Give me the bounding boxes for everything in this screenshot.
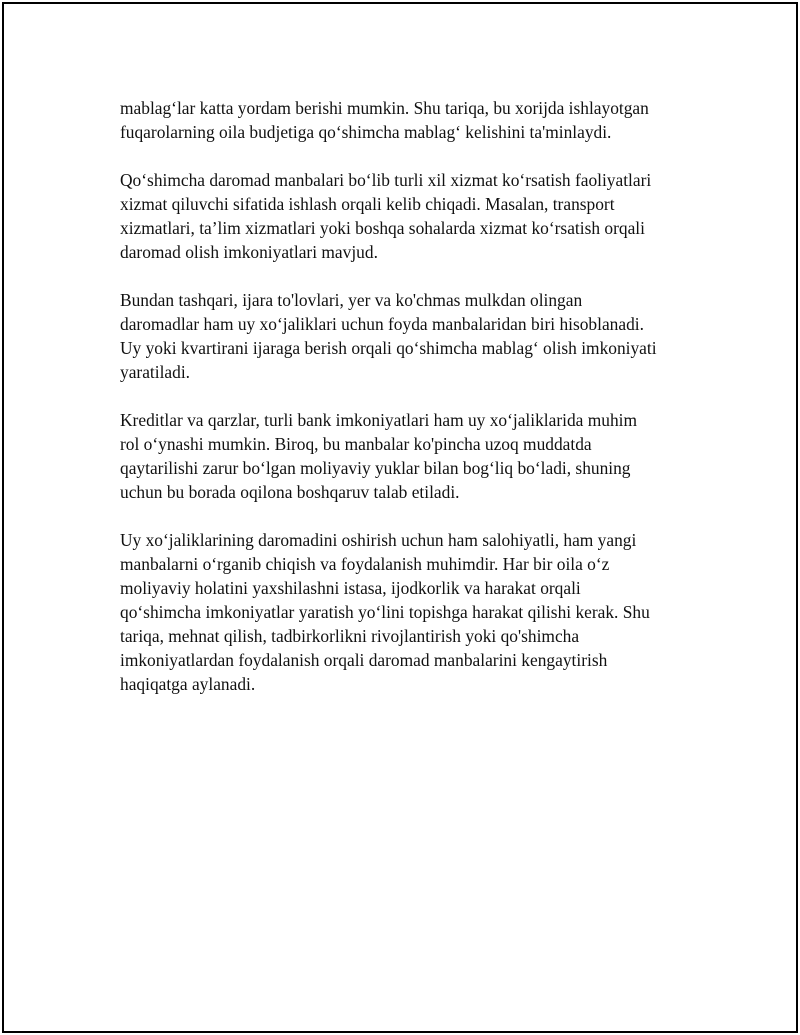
paragraph-3 bbox=[120, 288, 720, 384]
document-page bbox=[2, 2, 798, 1033]
paragraph-4 bbox=[120, 408, 720, 504]
paragraph-5 bbox=[120, 528, 720, 696]
text-line: xizmatlari, ta’lim xizmatlari yoki boshqa sohalarda xizmat ko‘rsatish orqali bbox=[120, 218, 645, 238]
text-line: haqiqatga aylanadi. bbox=[120, 674, 256, 694]
text-line: fuqarolarning oila budjetiga qo‘shimcha mablag‘ kelishini ta'minlaydi. bbox=[120, 122, 612, 142]
text-line: uchun bu borada oqilona boshqaruv talab etiladi. bbox=[120, 482, 460, 502]
paragraph-2 bbox=[120, 168, 720, 264]
text-line: qaytarilishi zarur bo‘lgan moliyaviy yuklar bilan bog‘liq bo‘ladi, shuning bbox=[120, 458, 631, 478]
text-line: mablag‘lar katta yordam berishi mumkin. Shu tariqa, bu xorijda ishlayotgan bbox=[120, 98, 649, 118]
text-line: rol o‘ynashi mumkin. Biroq, bu manbalar ko'pincha uzoq muddatda bbox=[120, 434, 592, 454]
text-line: Uy xo‘jaliklarining daromadini oshirish uchun ham salohiyatli, ham yangi bbox=[120, 530, 637, 550]
text-line: daromadlar ham uy xo‘jaliklari uchun foyda manbalaridan biri hisoblanadi. bbox=[120, 314, 644, 334]
document-body bbox=[120, 96, 720, 720]
text-line: tariqa, mehnat qilish, tadbirkorlikni rivojlantirish yoki qo'shimcha bbox=[120, 626, 580, 646]
paragraph-1 bbox=[120, 96, 720, 144]
text-line: qo‘shimcha imkoniyatlar yaratish yo‘lini topishga harakat qilishi kerak. Shu bbox=[120, 602, 650, 622]
text-line: manbalarni o‘rganib chiqish va foydalanish muhimdir. Har bir oila o‘z bbox=[120, 554, 610, 574]
text-line: Bundan tashqari, ijara to'lovlari, yer va ko'chmas mulkdan olingan bbox=[120, 290, 583, 310]
text-line: Qo‘shimcha daromad manbalari bo‘lib turli xil xizmat ko‘rsatish faoliyatlari bbox=[120, 170, 652, 190]
text-line: daromad olish imkoniyatlari mavjud. bbox=[120, 242, 378, 262]
text-line: Uy yoki kvartirani ijaraga berish orqali qo‘shimcha mablag‘ olish imkoniyati bbox=[120, 338, 657, 358]
text-line: Kreditlar va qarzlar, turli bank imkoniyatlari ham uy xo‘jaliklarida muhim bbox=[120, 410, 637, 430]
text-line: imkoniyatlardan foydalanish orqali daromad manbalarini kengaytirish bbox=[120, 650, 608, 670]
text-line: moliyaviy holatini yaxshilashni istasa, ijodkorlik va harakat orqali bbox=[120, 578, 581, 598]
text-line: yaratiladi. bbox=[120, 362, 191, 382]
text-line: xizmat qiluvchi sifatida ishlash orqali kelib chiqadi. Masalan, transport bbox=[120, 194, 615, 214]
